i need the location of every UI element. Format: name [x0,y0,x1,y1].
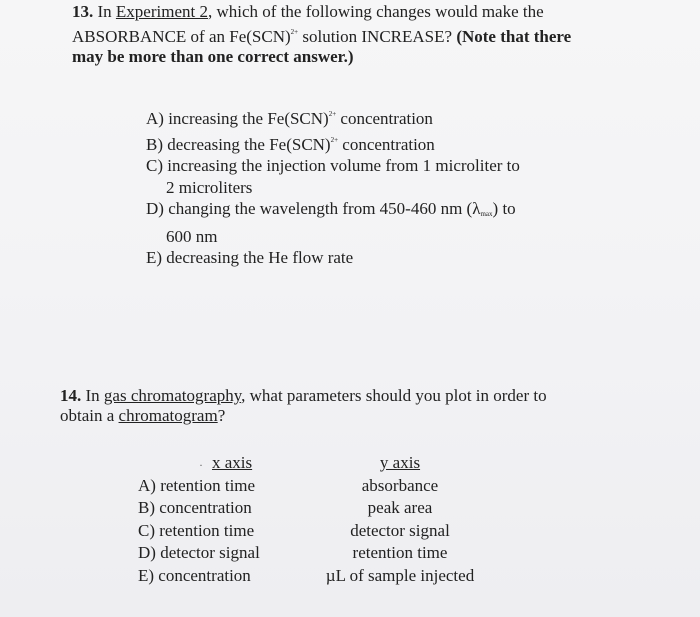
option-13-a: A) increasing the Fe(SCN)$^{2+}$ concentration [146,109,433,128]
option-13-c: C) increasing the injection volume from 1 microliter to [146,156,520,175]
y-option-d: retention time [352,543,448,562]
question-14-number: 14. [60,386,82,405]
question-13-options [146,104,520,269]
y-option-a: absorbance [361,475,439,495]
question-14-stem: 14. In gas chromatography, what parameters should you plot in order to obtain a chromatogram? [60,386,547,425]
y-option-e: µL of sample injected [325,565,475,585]
option-13-e: E) decreasing the He flow rate [146,248,354,267]
x-option-a: A) retention time [138,475,256,495]
x-option-b: B) concentration [138,498,252,517]
x-option-e: E) concentration [138,565,251,585]
x-axis-column [138,452,260,587]
x-axis-header: x axis [212,453,253,472]
chromatogram-link[interactable]: chromatogram [118,406,218,425]
gas-chromatography-link[interactable]: gas chromatography [103,386,242,405]
charge-superscript: 2+ [290,28,299,36]
y-option-c: detector signal [350,520,450,540]
x-option-d: D) detector signal [138,543,260,562]
option-13-b: B) decreasing the Fe(SCN)$^{2+}$ concentration [146,134,435,154]
question-13-number: 13. [72,2,94,21]
y-axis-column [300,452,500,587]
option-13-c-continued: 2 microliters [166,177,253,197]
stray-dot: · [199,458,203,472]
option-13-d-continued: 600 nm [166,226,218,246]
y-axis-header: y axis [379,453,421,472]
question-13-note: (Note that there may be more than one correct answer.) [72,27,572,66]
question-13-stem: 13. In Experiment 2, which of the following changes would make the ABSORBANCE of an Fe(SCN)$^{2+}$ solution INCREASE? (Note that there may be more than one correct answer.) [72,2,572,66]
x-option-c: C) retention time [138,520,255,540]
experiment-2-link[interactable]: Experiment 2 [115,2,208,21]
y-option-b: peak area [367,498,433,517]
option-13-d: D) changing the wavelength from 450-460 nm $(\lambda_{max})$ to [146,199,516,218]
